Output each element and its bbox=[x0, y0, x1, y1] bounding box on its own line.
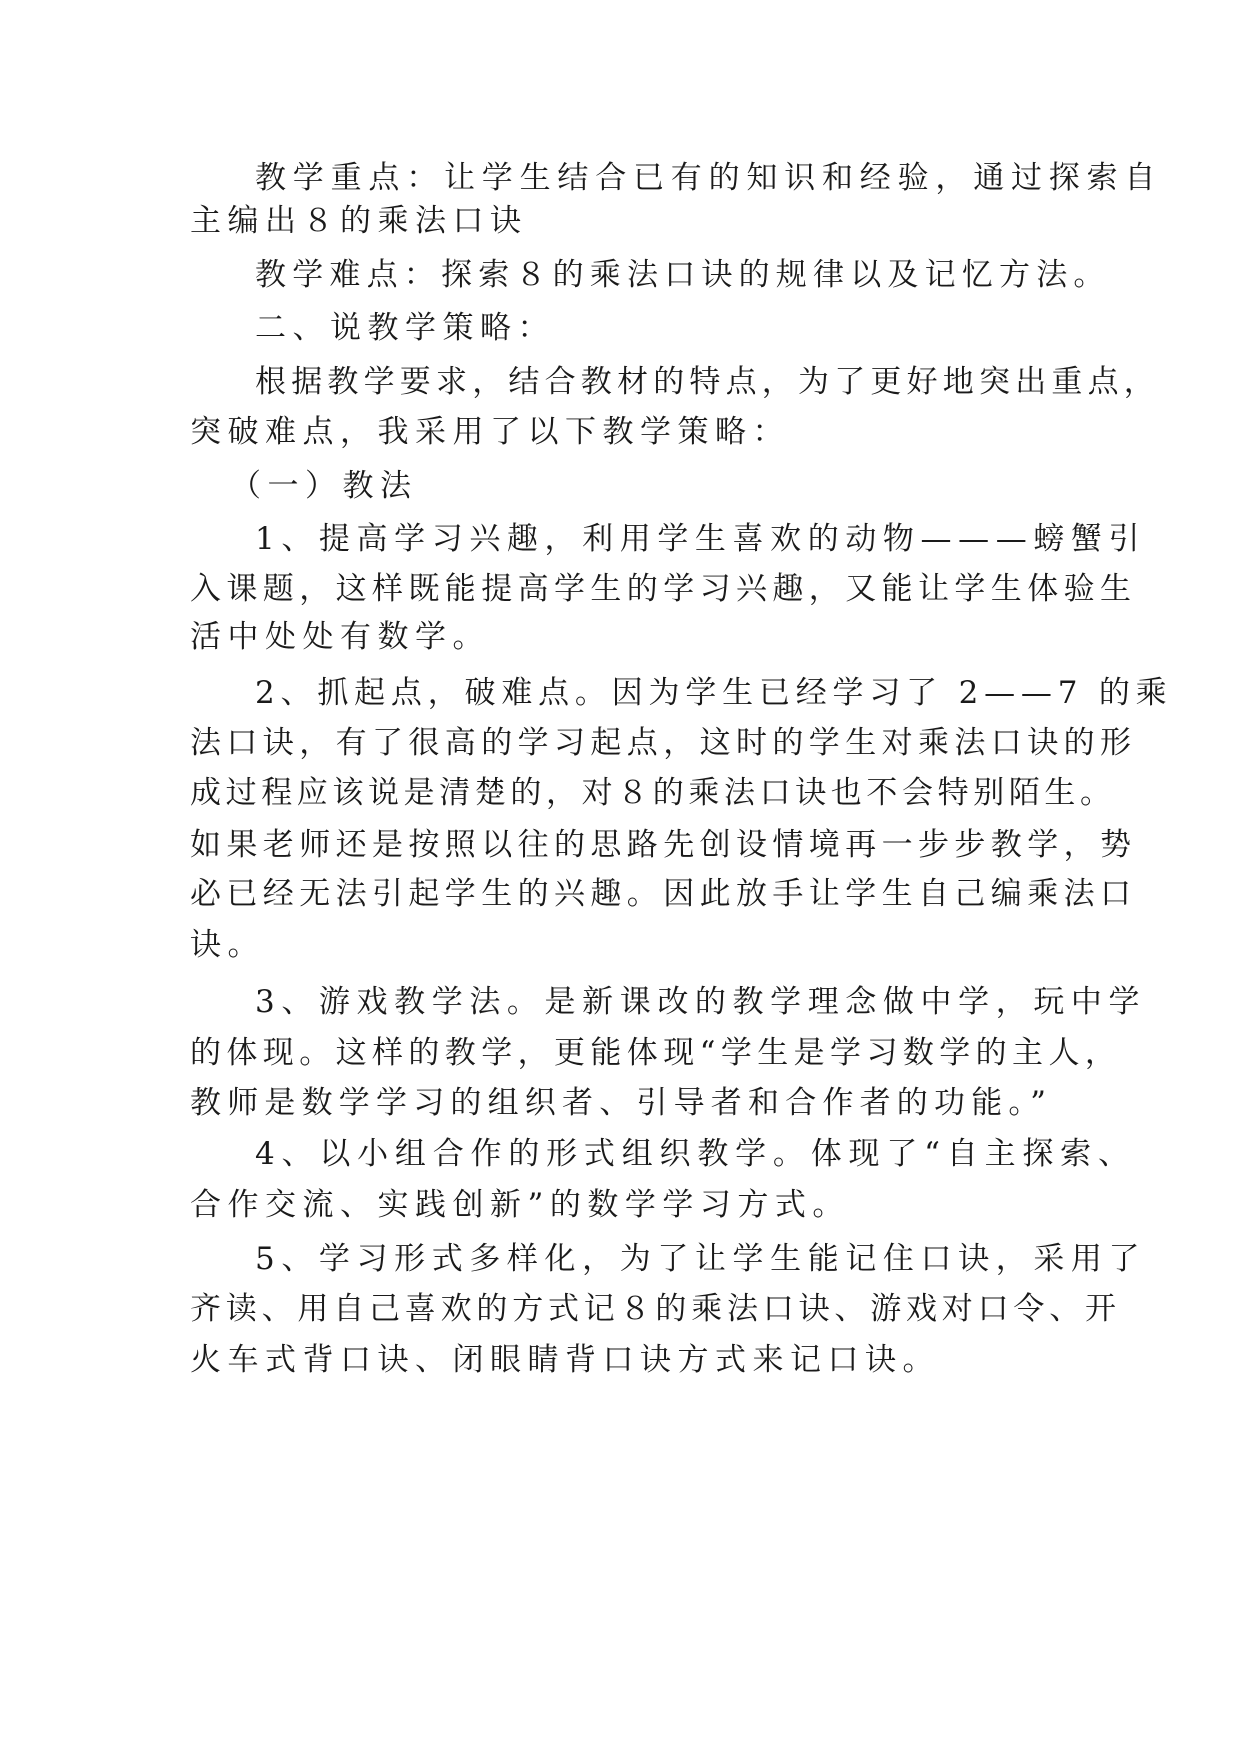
paragraph-line: 诀。 bbox=[190, 927, 265, 963]
paragraph-line: 1、提高学习兴趣，利用学生喜欢的动物———螃蟹引 bbox=[255, 521, 1147, 557]
subsection-heading: （一）教法 bbox=[230, 468, 418, 504]
paragraph-line: 活中处处有数学。 bbox=[190, 619, 490, 655]
paragraph-line: 主编出８的乘法口诀 bbox=[190, 203, 528, 239]
paragraph-line: 教学重点：让学生结合已有的知识和经验，通过探索自 bbox=[255, 160, 1163, 196]
paragraph-line: 如果老师还是按照以往的思路先创设情境再一步步教学，势 bbox=[190, 827, 1137, 863]
paragraph-line: 入课题，这样既能提高学生的学习兴趣，又能让学生体验生 bbox=[190, 571, 1137, 607]
paragraph-line: 齐读、用自己喜欢的方式记８的乘法口诀、游戏对口令、开 bbox=[190, 1291, 1121, 1327]
paragraph-line: 必已经无法引起学生的兴趣。因此放手让学生自己编乘法口 bbox=[190, 876, 1137, 912]
paragraph-line: 4、以小组合作的形式组织教学。体现了“自主探索、 bbox=[255, 1136, 1136, 1172]
paragraph-line: 5、学习形式多样化，为了让学生能记住口诀，采用了 bbox=[255, 1241, 1147, 1277]
paragraph-line: 突破难点，我采用了以下教学策略： bbox=[190, 414, 790, 450]
paragraph-line: 2、抓起点，破难点。因为学生已经学习了 2——7 的乘 bbox=[255, 675, 1173, 711]
paragraph-line: 成过程应该说是清楚的，对８的乘法口诀也不会特别陌生。 bbox=[190, 775, 1116, 811]
paragraph-line: 教师是数学学习的组织者、引导者和合作者的功能。” bbox=[190, 1085, 1053, 1121]
paragraph-line: 的体现。这样的教学，更能体现“学生是学习数学的主人， bbox=[190, 1035, 1122, 1071]
paragraph-line: 合作交流、实践创新”的数学学习方式。 bbox=[190, 1187, 850, 1223]
paragraph-line: 根据教学要求，结合教材的特点，为了更好地突出重点， bbox=[255, 364, 1160, 400]
paragraph-line: 教学难点：探索８的乘法口诀的规律以及记忆方法。 bbox=[255, 257, 1111, 293]
section-heading: 二、说教学策略： bbox=[255, 310, 555, 346]
paragraph-line: 法口诀，有了很高的学习起点，这时的学生对乘法口诀的形 bbox=[190, 725, 1137, 761]
paragraph-line: 3、游戏教学法。是新课改的教学理念做中学，玩中学 bbox=[255, 984, 1147, 1020]
paragraph-line: 火车式背口诀、闭眼睛背口诀方式来记口诀。 bbox=[190, 1342, 940, 1378]
